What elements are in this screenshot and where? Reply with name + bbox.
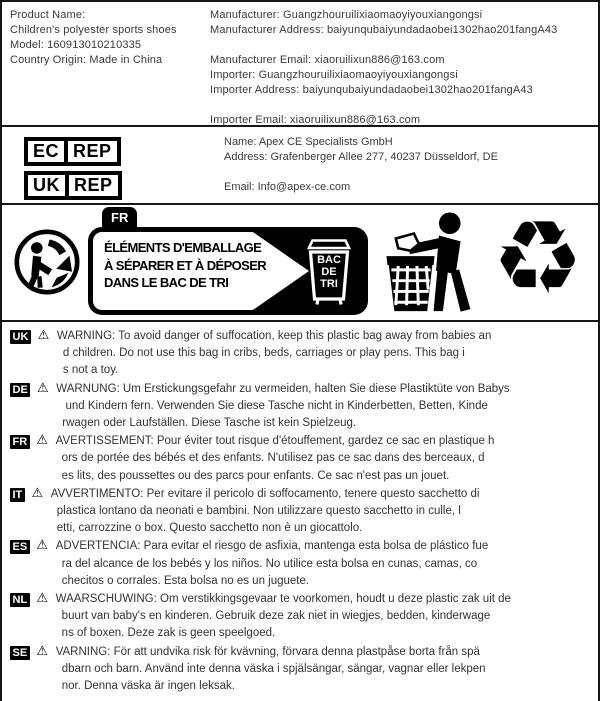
warning-text (56, 538, 592, 590)
rep-email-line: Email: Info@apex-ce.com (224, 181, 351, 193)
warning-row-fr (10, 433, 592, 485)
sorting-banner (88, 207, 368, 315)
fr-country-tab: FR (102, 207, 137, 227)
warning-triangle-icon: ⚠ (31, 485, 44, 501)
warning-triangle-icon: ⚠ (36, 591, 48, 607)
bin-label-line: BAC (317, 254, 341, 266)
warning-line: VARNING: För att undvika risk för kvävning, förvara denna plastpåse borta från spä (55, 645, 480, 658)
warning-triangle-icon: ⚠ (36, 380, 49, 396)
ec-rep-right-label: REP (73, 141, 112, 161)
product-name-label: Product Name: (10, 9, 86, 21)
importer-line: Importer: Guangzhouruilixiaomaoyiyouxiangongsi (210, 69, 458, 81)
warning-line: AVERTISSEMENT: Pour éviter tout risque d'étouffement, gardez ce sac en plastique h (55, 435, 495, 448)
language-badge-es: ES (10, 540, 30, 554)
rep-contact-column (224, 134, 590, 203)
language-badge-uk: UK (10, 330, 31, 344)
sorting-banner-body (88, 227, 368, 315)
bac-de-tri-bin-icon (303, 237, 355, 305)
recycling-banner-section (0, 205, 600, 322)
warning-line: nor. Denna väska är ingen leksak. (61, 680, 235, 693)
bin-label (303, 254, 355, 290)
warning-text (56, 644, 592, 696)
warning-line: dbarn och barn. Använd inte denna väska i spjälsängar, sängar, vagnar eller lekpen (61, 662, 486, 675)
banner-text (104, 239, 266, 292)
language-badge-se: SE (10, 646, 30, 660)
warning-text (51, 486, 592, 538)
warning-row-it (10, 486, 592, 538)
rep-section (0, 127, 600, 205)
warning-line: WARNING: To avoid danger of suffocation, keep this plastic bag away from babies an (56, 330, 492, 342)
warning-line: es lits, des poussettes ou des parcs pour enfants. Ce sac n'est pas un jouet. (61, 469, 450, 482)
bin-label-line: DE (321, 266, 337, 278)
warning-line: d children. Do not use this bag in cribs, beds, carriages or play pens. This bag i (62, 347, 465, 360)
banner-text-line: DANS LE BAC DE TRI (104, 275, 229, 290)
warning-line: ra del alcance de los bebés y los niños. No utilice esta bolsa en cunas, camas, co (61, 557, 478, 570)
warning-row-de (10, 381, 592, 433)
warning-triangle-icon: ⚠ (36, 433, 48, 449)
warning-text (56, 591, 592, 643)
blank-line (224, 165, 590, 180)
language-badge-it: IT (10, 488, 25, 502)
tidy-man-icon (385, 210, 491, 316)
warning-row-se (10, 644, 592, 696)
recycling-icon: ♻ (492, 205, 584, 318)
language-badge-nl: NL (10, 593, 30, 607)
warning-triangle-icon: ⚠ (36, 538, 49, 554)
warnings-section (0, 322, 600, 701)
manufacturer-line: Manufacturer: Guangzhouruilixiaomaoyiyouxiangongsi (210, 9, 483, 21)
language-badge-fr: FR (10, 435, 30, 449)
manufacturer-address-line: Manufacturer Address: baiyunqubaiyundadaobei1302hao201fangA43 (210, 24, 558, 36)
warning-line: checitos o corrales. Esta bolsa no es un juguete. (61, 574, 310, 587)
warning-triangle-icon: ⚠ (37, 328, 50, 343)
rep-address-line: Address: Grafenberger Allee 277, 40237 Düsseldorf, DE (224, 151, 498, 163)
manufacturer-info-column (210, 8, 590, 126)
warning-row-uk (10, 328, 592, 380)
product-info-column (10, 8, 210, 119)
warning-line: ADVERTENCIA: Para evitar el riesgo de asfixia, mantenga esta bolsa de plástico fue (55, 540, 489, 553)
warning-triangle-icon: ⚠ (36, 643, 49, 659)
banner-text-line: À SÉPARER ET À DÉPOSER (104, 257, 267, 273)
warning-line: s not a toy. (62, 364, 119, 377)
warning-line: buurt van baby's en kinderen. Gebruik deze zak niet in wiegjes, bedden, kinderwage (61, 610, 491, 623)
rep-symbols-column (10, 134, 224, 203)
warning-line: AVVERTIMENTO: Per evitare il pericolo di soffocamento, tenere questo sacchetto di (50, 487, 480, 500)
uk-rep-left-label: UK (33, 175, 60, 195)
model-line: Model: 160913010210335 (10, 39, 142, 51)
manufacturer-email-line: Manufacturer Email: xiaoruilixun886@163.com (210, 54, 445, 66)
warning-text (56, 433, 592, 485)
warning-line: ors de portée des bébés et des enfants. N'utilisez pas ce sac dans des berceaux, d (61, 452, 485, 465)
blank-line (210, 98, 590, 113)
rep-name-line: Name: Apex CE Specialists GmbH (224, 136, 393, 148)
uk-rep-symbol (24, 171, 122, 200)
banner-text-line: ÉLÉMENTS D'EMBALLAGE (104, 240, 262, 255)
product-name-value: Children's polyester sports shoes (10, 24, 177, 36)
blank-line (210, 38, 590, 53)
language-badge-de: DE (10, 383, 30, 397)
ec-rep-symbol (24, 137, 121, 166)
warning-line: WARNUNG: Um Erstickungsgefahr zu vermeiden, halten Sie diese Plastiktüte von Babys (56, 382, 510, 395)
warning-text (57, 328, 592, 380)
warning-row-es (10, 538, 592, 590)
warning-line: WAARSCHUWING: Om verstikkingsgevaar te voorkomen, houdt u deze plastic zak uit de (55, 593, 511, 606)
product-info-section (0, 0, 600, 127)
warning-text (56, 381, 592, 433)
importer-email-line: Importer Email: xiaoruilixun886@163.com (210, 114, 421, 126)
ec-rep-left-label: EC (33, 141, 60, 161)
warning-line: plastica lontano da neonati e bambini. Non utilizzare questo sacchetto in culle, l (56, 505, 461, 518)
warning-line: und Kindern fern. Verwenden Sie diese Tasche nicht in Kinderbetten, Betten, Kinde (62, 399, 488, 412)
uk-rep-right-label: REP (74, 175, 113, 195)
country-origin-line: Country Origin: Made in China (10, 54, 163, 66)
triman-icon (13, 228, 81, 296)
warning-line: ns of boxen. Deze zak is geen speelgoed. (61, 627, 276, 640)
bin-label-line: TRI (320, 278, 338, 290)
warning-line: rwagen oder Laufställen. Diese Tasche ist kein Spielzeug. (62, 417, 357, 430)
warning-row-nl (10, 591, 592, 643)
warning-line: etti, carrozzine o box. Questo sacchetto non è un giocattolo. (56, 522, 363, 535)
importer-address-line: Importer Address: baiyunqubaiyundadaobei1302hao201fangA43 (210, 84, 533, 96)
